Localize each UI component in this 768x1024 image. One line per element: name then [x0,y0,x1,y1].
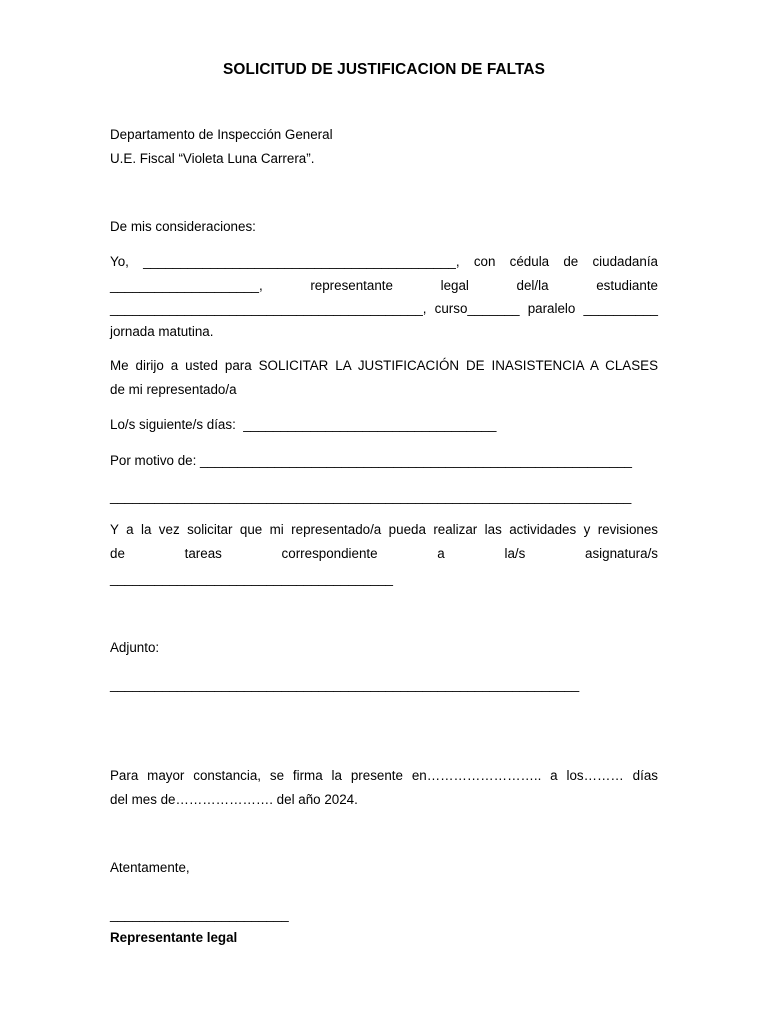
signature-line: ________________________ [110,907,289,922]
paragraph-2-line-2: de mi representado/a [110,382,237,397]
days-field: Lo/s siguiente/s días: __________________________________ [110,417,497,432]
attach-blank-line: _______________________________________________________________ [110,677,580,692]
signature-label: Representante legal [110,930,238,945]
reason-blank-line: ______________________________________________________________________ [110,489,632,504]
paragraph-1-line-4: jornada matutina. [110,324,214,339]
closing: Atentamente, [110,860,190,875]
paragraph-1-line-2: ____________________, representante legal del/la estudiante [110,278,658,293]
paragraph-4-line-2: del mes de…………………. del año 2024. [110,792,358,807]
document-title: SOLICITUD DE JUSTIFICACION DE FALTAS [223,61,545,78]
paragraph-4-line-1: Para mayor constancia, se firma la presente en…………………….. a los……… días [110,768,658,783]
paragraph-1-line-3: __________________________________________, curso_______ paralelo __________ [110,301,658,316]
recipient-school: U.E. Fiscal “Violeta Luna Carrera”. [110,151,315,166]
attach-label: Adjunto: [110,640,160,655]
paragraph-3-blank-line: ______________________________________ [110,571,393,586]
paragraph-3-line-2: de tareas correspondiente a la/s asignatura/s [110,546,658,561]
paragraph-1-line-1: Yo, __________________________________________, con cédula de ciudadanía [110,254,658,269]
greeting: De mis consideraciones: [110,219,256,234]
paragraph-2-line-1: Me dirijo a usted para SOLICITAR LA JUSTIFICACIÓN DE INASISTENCIA A CLASES [110,358,658,373]
recipient-department: Departamento de Inspección General [110,127,333,142]
paragraph-3-line-1: Y a la vez solicitar que mi representado/a pueda realizar las actividades y revisiones [110,522,658,537]
reason-field: Por motivo de: __________________________________________________________ [110,453,632,468]
